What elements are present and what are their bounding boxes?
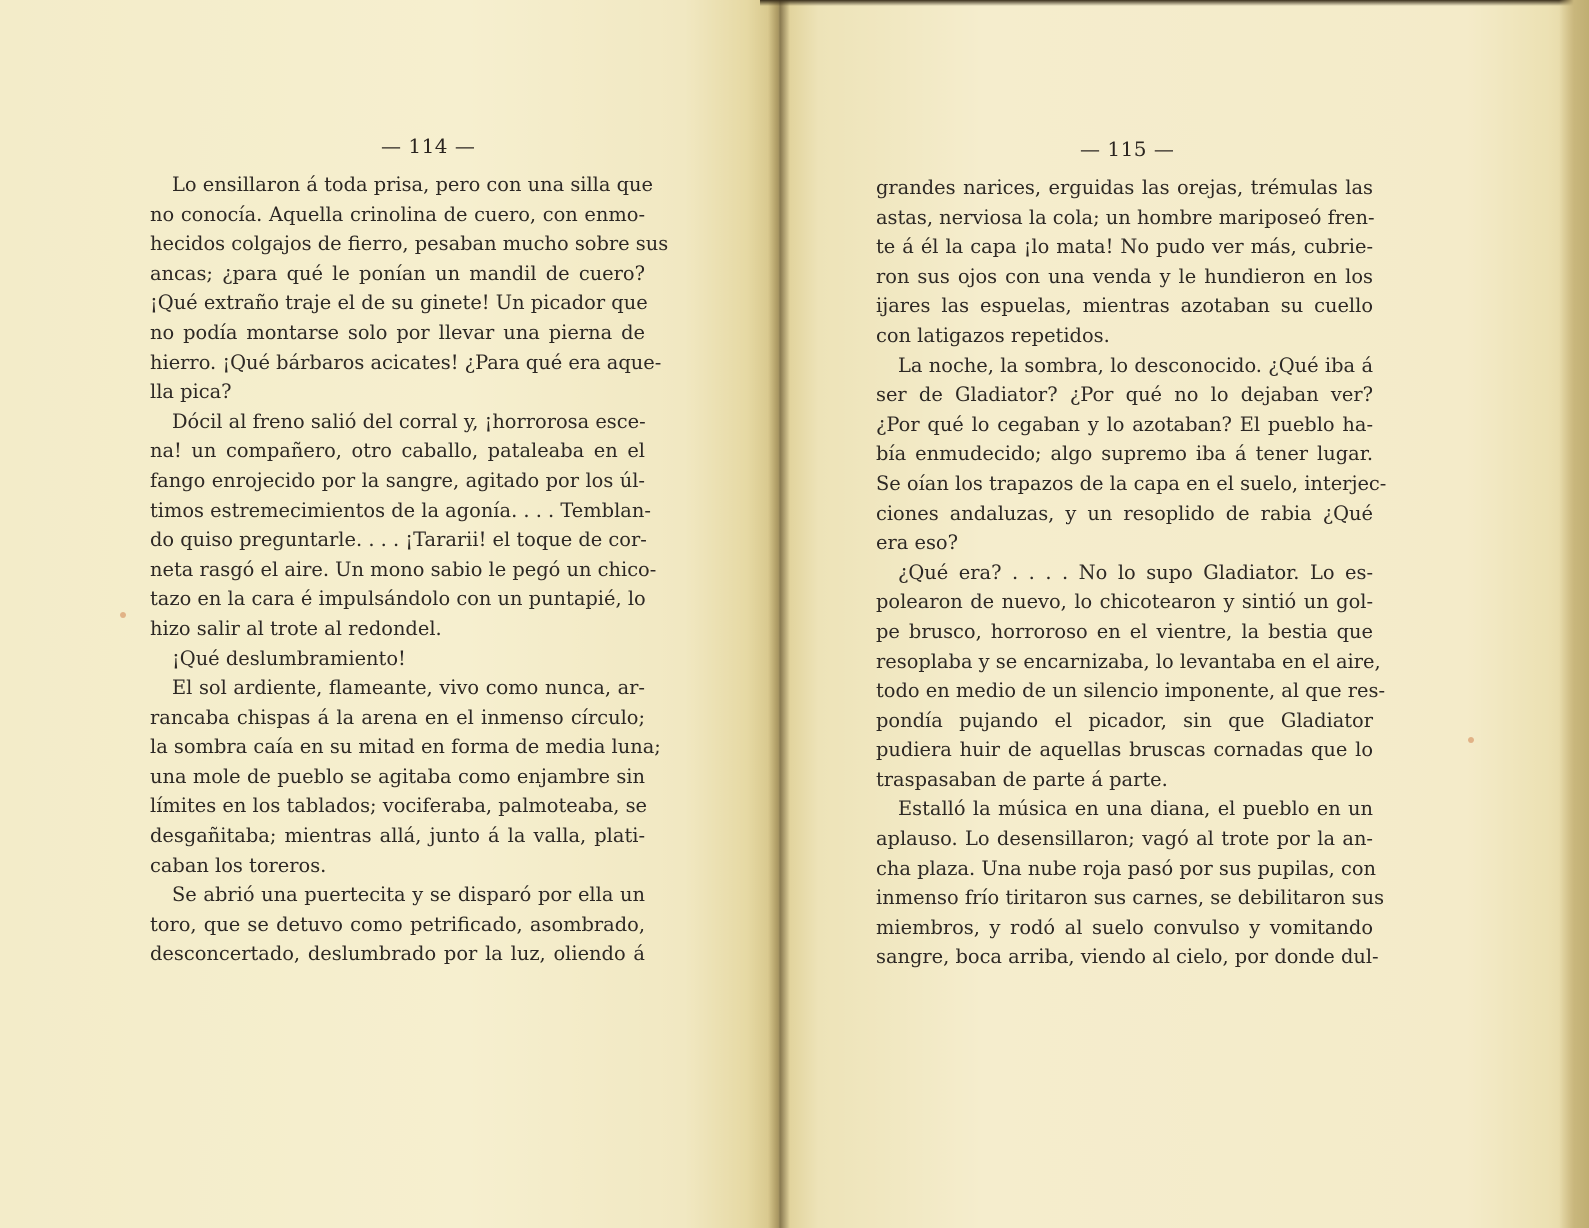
- text-line: pe brusco, horroroso en el vientre, la bestia que: [876, 619, 1373, 643]
- text-line: aplauso. Lo desensillaron; vagó al trote por la an-: [876, 827, 1373, 851]
- text-line: ciones andaluzas, y un resoplido de rabia ¿Qué: [876, 501, 1373, 525]
- text-line: astas, nerviosa la cola; un hombre mariposeó fren-: [876, 205, 1375, 229]
- page-number-114: — 114 —: [381, 134, 476, 158]
- left-page-text: [150, 170, 669, 969]
- text-line: límites en los tablados; vociferaba, palmoteaba, se: [150, 794, 648, 818]
- text-line: polearon de nuevo, lo chicotearon y sintió un gol-: [876, 590, 1373, 614]
- text-line: ser de Gladiator? ¿Por qué no lo dejaban ver?: [876, 383, 1373, 407]
- text-line: una mole de pueblo se agitaba como enjambre sin: [150, 764, 645, 788]
- book-page-edges: [1559, 0, 1589, 1228]
- left-page: [0, 0, 778, 1228]
- text-line: Lo ensillaron á toda prisa, pero con una silla que: [172, 173, 653, 196]
- text-line: no podía montarse solo por llevar una pierna de: [150, 320, 645, 344]
- text-line: ¿Por qué lo cegaban y lo azotaban? El pueblo ha-: [876, 412, 1373, 436]
- text-line: Dócil al freno salió del corral y, ¡horrorosa esce-: [172, 409, 646, 433]
- text-line: ¡Qué deslumbramiento!: [172, 646, 406, 670]
- text-line: miembros, y rodó al suelo convulso y vomitando: [876, 915, 1373, 939]
- text-line: la sombra caía en su mitad en forma de media luna;: [150, 735, 661, 759]
- ink-spot: [1468, 737, 1474, 743]
- text-line: ¿Qué era? . . . . No lo supo Gladiator. Lo es-: [898, 560, 1373, 584]
- text-line: no conocía. Aquella crinolina de cuero, con enmo-: [150, 202, 645, 226]
- text-line: todo en medio de un silencio imponente, al que res-: [876, 679, 1386, 703]
- text-line: do quiso preguntarle. . . . ¡Tararii! el toque de cor-: [150, 528, 647, 552]
- text-line: timos estremecimientos de la agonía. . . . Temblan-: [150, 498, 651, 522]
- text-line: ¡Qué extraño traje el de su ginete! Un picador que: [150, 291, 648, 315]
- text-line: ijares las espuelas, mientras azotaban su cuello: [876, 294, 1373, 318]
- text-line: grandes narices, erguidas las orejas, trémulas las: [876, 176, 1373, 199]
- page-number-115: — 115 —: [1080, 137, 1175, 161]
- text-line: hizo salir al trote al redondel.: [150, 616, 442, 640]
- text-line: ancas; ¿para qué le ponían un mandil de cuero?: [150, 261, 645, 285]
- text-line: ron sus ojos con una venda y le hundieron en los: [876, 264, 1373, 288]
- ink-spot: [120, 612, 126, 618]
- text-line: neta rasgó el aire. Un mono sabio le pegó un chico-: [150, 557, 657, 581]
- right-page: [778, 0, 1589, 1228]
- text-line: Se oían los trapazos de la capa en el suelo, interjec-: [876, 471, 1387, 495]
- text-line: cha plaza. Una nube roja pasó por sus pupilas, con: [876, 856, 1377, 880]
- text-line: na! un compañero, otro caballo, pataleaba en el: [150, 439, 645, 463]
- text-line: sangre, boca arriba, viendo al cielo, por donde dul-: [876, 945, 1379, 969]
- text-line: rancaba chispas á la arena en el inmenso círculo;: [150, 705, 645, 729]
- text-line: El sol ardiente, flameante, vivo como nunca, ar-: [172, 676, 645, 700]
- text-line: pudiera huir de aquellas bruscas cornadas que lo: [876, 738, 1373, 762]
- text-line: traspasaban de parte á parte.: [876, 767, 1168, 791]
- text-line: con latigazos repetidos.: [876, 323, 1110, 347]
- text-line: hierro. ¡Qué bárbaros acicates! ¿Para qué era aque-: [150, 350, 662, 374]
- text-line: pondía pujando el picador, sin que Gladiator: [876, 708, 1373, 732]
- book-spine: [768, 0, 790, 1228]
- text-line: te á él la capa ¡lo mata! No pudo ver más, cubrie-: [876, 235, 1373, 259]
- text-line: desgañitaba; mientras allá, junto á la valla, plati-: [150, 824, 645, 848]
- text-line: inmenso frío tiritaron sus carnes, se debilitaron sus: [876, 886, 1385, 910]
- text-line: tazo en la cara é impulsándolo con un puntapié, lo: [150, 587, 646, 611]
- text-line: bía enmudecido; algo supremo iba á tener lugar.: [876, 442, 1373, 466]
- text-line: caban los toreros.: [150, 853, 327, 877]
- text-line: toro, que se detuvo como petrificado, asombrado,: [150, 912, 645, 936]
- text-line: fango enrojecido por la sangre, agitado por los úl-: [150, 468, 645, 492]
- page-top-shadow: [760, 0, 1589, 6]
- right-page-text: [876, 173, 1387, 972]
- text-line: era eso?: [876, 531, 958, 555]
- text-line: desconcertado, deslumbrado por la luz, oliendo á: [150, 942, 645, 966]
- text-line: Se abrió una puertecita y se disparó por ella un: [172, 883, 645, 907]
- text-line: lla pica?: [150, 380, 232, 404]
- text-line: La noche, la sombra, lo desconocido. ¿Qué iba á: [898, 353, 1373, 377]
- text-line: hecidos colgajos de fierro, pesaban mucho sobre sus: [150, 232, 669, 256]
- text-line: Estalló la música en una diana, el pueblo en un: [898, 797, 1373, 821]
- text-line: resoplaba y se encarnizaba, lo levantaba en el aire,: [876, 649, 1381, 673]
